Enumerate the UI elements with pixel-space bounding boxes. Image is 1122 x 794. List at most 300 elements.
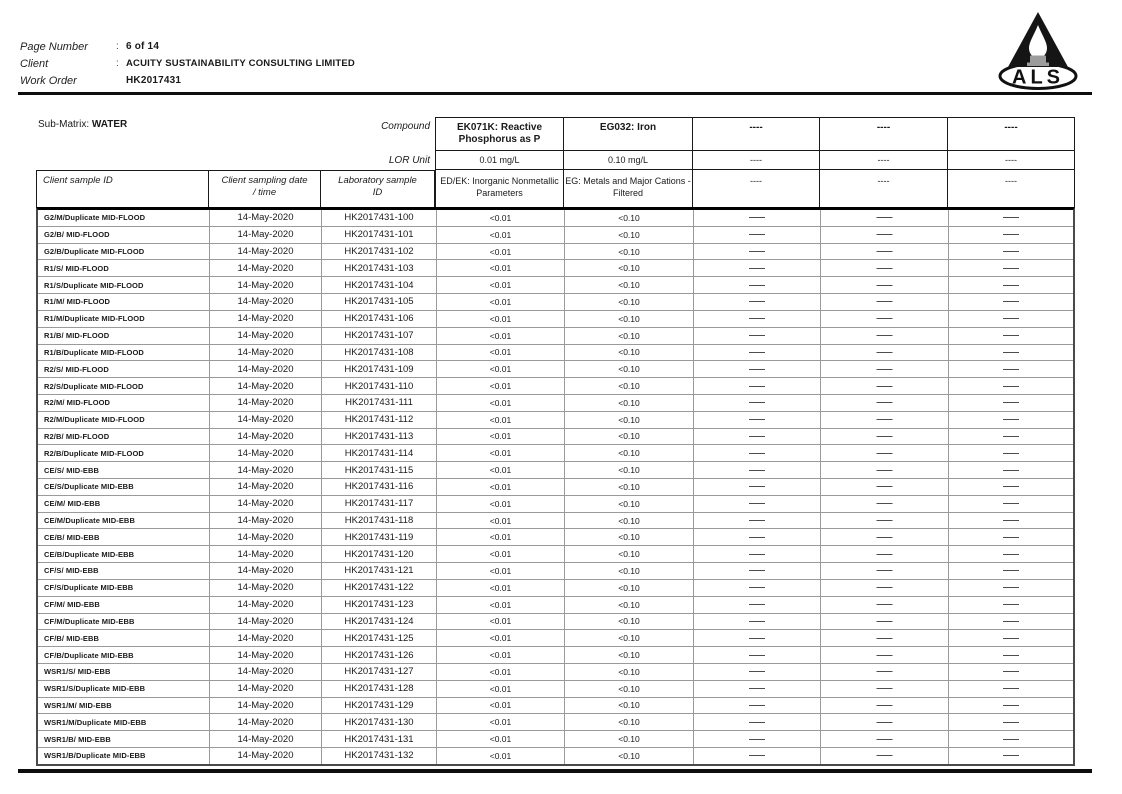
result-cell-empty: ——: [1003, 314, 1019, 324]
sampling-date-cell: 14-May-2020: [210, 513, 322, 529]
table-row: [38, 647, 1073, 664]
result-cell-empty: ——: [821, 630, 949, 646]
table-row: [38, 227, 1073, 244]
result-cell-empty: ——: [694, 395, 821, 411]
result-cell-empty: ——: [694, 445, 821, 461]
compound-header-grid: [435, 117, 1075, 207]
result-cell-phosphorus: <0.01: [437, 244, 565, 260]
sampling-date-cell: 14-May-2020: [210, 260, 322, 276]
header-rule: [18, 92, 1092, 95]
result-cell-empty: ——: [821, 277, 949, 293]
result-cell-iron: <0.10: [565, 260, 694, 276]
lab-sample-id-cell: HK2017431-111: [322, 395, 437, 411]
lab-sample-id-cell: HK2017431-103: [322, 260, 437, 276]
result-cell-iron: <0.10: [565, 244, 694, 260]
client-sample-id-cell: WSR1/S/Duplicate MID-EBB: [38, 681, 210, 697]
sampling-date-cell: 14-May-2020: [210, 227, 322, 243]
table-row: [38, 378, 1073, 395]
client-sample-id-cell: G2/B/Duplicate MID-FLOOD: [38, 244, 210, 260]
sampling-date-cell: 14-May-2020: [210, 412, 322, 428]
result-cell-empty: ——: [821, 244, 949, 260]
result-cell-empty: ——: [1003, 616, 1019, 626]
colon: :: [116, 41, 119, 52]
result-cell-iron: <0.10: [565, 496, 694, 512]
header-line: Laboratory sample: [338, 175, 417, 186]
lab-sample-id-cell: HK2017431-101: [322, 227, 437, 243]
sampling-date-cell: 14-May-2020: [210, 496, 322, 512]
compound-name-empty: ----: [693, 118, 820, 151]
result-cell-empty: ——: [821, 311, 949, 327]
result-cell-empty: ——: [821, 260, 949, 276]
sampling-date-cell: 14-May-2020: [210, 597, 322, 613]
result-cell-phosphorus: <0.01: [437, 748, 565, 764]
table-row: [38, 277, 1073, 294]
result-cell-empty: ——: [1003, 448, 1019, 458]
colon: :: [116, 58, 119, 69]
lab-sample-id-cell: HK2017431-127: [322, 664, 437, 680]
table-row: [38, 681, 1073, 698]
result-cell-empty: ——: [821, 361, 949, 377]
result-cell-phosphorus: <0.01: [437, 597, 565, 613]
result-cell-empty: ——: [694, 311, 821, 327]
result-cell-iron: <0.10: [565, 311, 694, 327]
sampling-date-header: [209, 171, 321, 207]
result-cell-phosphorus: <0.01: [437, 714, 565, 730]
result-cell-empty: ——: [1003, 280, 1019, 290]
result-cell-empty: ——: [1003, 431, 1019, 441]
lab-sample-id-cell: HK2017431-125: [322, 630, 437, 646]
result-cell-empty: ——: [694, 227, 821, 243]
result-cell-empty: ——: [821, 462, 949, 478]
lab-sample-id-cell: HK2017431-108: [322, 345, 437, 361]
sampling-date-cell: 14-May-2020: [210, 345, 322, 361]
lab-sample-id-cell: HK2017431-129: [322, 698, 437, 714]
result-cell-phosphorus: <0.01: [437, 496, 565, 512]
page-number-value: 6 of 14: [126, 41, 160, 52]
client-sample-id-cell: WSR1/B/ MID-EBB: [38, 731, 210, 747]
result-cell-iron: <0.10: [565, 210, 694, 226]
client-sample-id-cell: R1/B/ MID-FLOOD: [38, 328, 210, 344]
result-cell-empty: ——: [1003, 583, 1019, 593]
result-cell-phosphorus: <0.01: [437, 412, 565, 428]
result-cell-phosphorus: <0.01: [437, 647, 565, 663]
result-cell-phosphorus: <0.01: [437, 462, 565, 478]
lab-sample-id-cell: HK2017431-107: [322, 328, 437, 344]
client-sample-id-cell: R1/S/Duplicate MID-FLOOD: [38, 277, 210, 293]
result-cell-empty: ——: [821, 513, 949, 529]
header-line: ID: [372, 187, 383, 198]
result-cell-empty: ——: [694, 647, 821, 663]
result-cell-empty: ——: [821, 731, 949, 747]
sub-matrix-label: Sub-Matrix:: [38, 119, 90, 130]
result-cell-empty: ——: [1003, 247, 1019, 257]
result-cell-empty: ——: [694, 429, 821, 445]
result-cell-iron: <0.10: [565, 513, 694, 529]
client-sample-id-cell: R2/S/Duplicate MID-FLOOD: [38, 378, 210, 394]
client-sample-id-header: [37, 171, 209, 207]
sampling-date-cell: 14-May-2020: [210, 462, 322, 478]
lab-sample-id-cell: HK2017431-120: [322, 546, 437, 562]
header-row-work-order: [20, 72, 355, 89]
result-cell-empty: ——: [821, 479, 949, 495]
lab-sample-id-cell: HK2017431-105: [322, 294, 437, 310]
lab-sample-id-cell: HK2017431-117: [322, 496, 437, 512]
result-cell-phosphorus: <0.01: [437, 563, 565, 579]
result-cell-empty: ——: [821, 227, 949, 243]
result-cell-empty: ——: [1003, 751, 1019, 761]
lab-sample-id-cell: HK2017431-130: [322, 714, 437, 730]
lor-unit-label: LOR Unit: [388, 155, 430, 166]
sub-matrix: [38, 119, 127, 130]
table-row: [38, 445, 1073, 462]
result-cell-empty: ——: [694, 479, 821, 495]
result-cell-empty: ——: [694, 277, 821, 293]
client-sample-id-cell: G2/B/ MID-FLOOD: [38, 227, 210, 243]
result-cell-empty: ——: [1003, 650, 1019, 660]
result-cell-phosphorus: <0.01: [437, 277, 565, 293]
method-group-empty: ----: [1005, 176, 1017, 186]
result-cell-empty: ——: [1003, 230, 1019, 240]
header-line: / time: [252, 187, 277, 198]
client-value: ACUITY SUSTAINABILITY CONSULTING LIMITED: [126, 58, 355, 69]
lor-value-empty: ----: [820, 151, 948, 170]
result-cell-iron: <0.10: [565, 445, 694, 461]
sampling-date-cell: 14-May-2020: [210, 378, 322, 394]
result-cell-empty: ——: [694, 529, 821, 545]
result-cell-phosphorus: <0.01: [437, 345, 565, 361]
compound-label: Compound: [381, 121, 430, 132]
client-sample-id-cell: WSR1/M/ MID-EBB: [38, 698, 210, 714]
lab-sample-id-cell: HK2017431-113: [322, 429, 437, 445]
client-sample-id-cell: R2/M/Duplicate MID-FLOOD: [38, 412, 210, 428]
result-cell-phosphorus: <0.01: [437, 529, 565, 545]
sampling-date-cell: 14-May-2020: [210, 731, 322, 747]
als-logo-icon: [986, 5, 1092, 91]
result-cell-empty: ——: [694, 731, 821, 747]
result-cell-empty: ——: [1003, 717, 1019, 727]
compound-name-phosphorus: EK071K: Reactive Phosphorus as P: [436, 118, 564, 151]
result-cell-empty: ——: [694, 210, 821, 226]
result-cell-phosphorus: <0.01: [437, 361, 565, 377]
result-cell-empty: ——: [1003, 499, 1019, 509]
result-cell-empty: ——: [1003, 398, 1019, 408]
sampling-date-cell: 14-May-2020: [210, 210, 322, 226]
sampling-date-cell: 14-May-2020: [210, 546, 322, 562]
result-cell-empty: ——: [694, 748, 821, 764]
result-cell-phosphorus: <0.01: [437, 429, 565, 445]
result-cell-empty: ——: [694, 597, 821, 613]
table-row: [38, 479, 1073, 496]
table-row: [38, 614, 1073, 631]
lor-value-empty: ----: [948, 151, 1074, 170]
result-cell-phosphorus: <0.01: [437, 479, 565, 495]
work-order-value: HK2017431: [126, 75, 182, 86]
table-row: [38, 698, 1073, 715]
table-row: [38, 345, 1073, 362]
table-row: [38, 311, 1073, 328]
result-cell-empty: ——: [821, 395, 949, 411]
result-cell-iron: <0.10: [565, 731, 694, 747]
result-cell-iron: <0.10: [565, 378, 694, 394]
client-sample-id-cell: CE/S/Duplicate MID-EBB: [38, 479, 210, 495]
result-cell-empty: ——: [1003, 213, 1019, 223]
lab-sample-id-cell: HK2017431-122: [322, 580, 437, 596]
table-row: [38, 580, 1073, 597]
result-cell-empty: ——: [694, 412, 821, 428]
sub-matrix-value: WATER: [91, 119, 128, 130]
result-cell-phosphorus: <0.01: [437, 580, 565, 596]
lab-sample-id-cell: HK2017431-118: [322, 513, 437, 529]
result-cell-empty: ——: [821, 546, 949, 562]
result-cell-iron: <0.10: [565, 630, 694, 646]
lab-sample-id-cell: HK2017431-102: [322, 244, 437, 260]
lab-sample-id-cell: HK2017431-124: [322, 614, 437, 630]
result-cell-phosphorus: <0.01: [437, 395, 565, 411]
method-group-empty: ----: [820, 170, 948, 207]
lab-sample-id-cell: HK2017431-121: [322, 563, 437, 579]
client-label: Client: [20, 57, 49, 70]
result-cell-empty: ——: [694, 614, 821, 630]
client-sample-id-cell: CF/M/Duplicate MID-EBB: [38, 614, 210, 630]
client-sample-id-cell: R1/S/ MID-FLOOD: [38, 260, 210, 276]
left-header-grid: [36, 170, 435, 207]
client-sample-id-cell: CF/S/Duplicate MID-EBB: [38, 580, 210, 596]
sampling-date-cell: 14-May-2020: [210, 698, 322, 714]
table-row: [38, 328, 1073, 345]
result-cell-empty: ——: [1003, 415, 1019, 425]
lab-sample-id-cell: HK2017431-106: [322, 311, 437, 327]
result-cell-empty: ——: [1003, 263, 1019, 273]
result-cell-iron: <0.10: [565, 714, 694, 730]
result-cell-empty: ——: [1003, 684, 1019, 694]
sampling-date-cell: 14-May-2020: [210, 294, 322, 310]
sampling-date-cell: 14-May-2020: [210, 664, 322, 680]
result-cell-empty: ——: [1003, 600, 1019, 610]
sampling-date-cell: 14-May-2020: [210, 445, 322, 461]
sampling-date-cell: 14-May-2020: [210, 311, 322, 327]
lor-value-empty: ----: [693, 151, 820, 170]
lab-sample-id-cell: HK2017431-128: [322, 681, 437, 697]
table-row: [38, 748, 1073, 764]
result-cell-empty: ——: [694, 294, 821, 310]
sampling-date-cell: 14-May-2020: [210, 614, 322, 630]
table-row: [38, 513, 1073, 530]
result-cell-empty: ——: [821, 496, 949, 512]
work-order-label: Work Order: [20, 74, 77, 87]
result-cell-empty: ——: [1003, 549, 1019, 559]
lab-sample-id-cell: HK2017431-110: [322, 378, 437, 394]
client-sample-id-cell: CF/B/ MID-EBB: [38, 630, 210, 646]
table-row: [38, 412, 1073, 429]
result-cell-empty: ——: [821, 748, 949, 764]
table-row: [38, 714, 1073, 731]
compound-name-empty: ----: [820, 118, 948, 151]
result-cell-empty: ——: [1003, 633, 1019, 643]
result-cell-iron: <0.10: [565, 614, 694, 630]
client-sample-id-cell: G2/M/Duplicate MID-FLOOD: [38, 210, 210, 226]
result-cell-empty: ——: [821, 429, 949, 445]
result-cell-empty: ——: [694, 664, 821, 680]
method-group-iron: EG: Metals and Major Cations - Filtered: [564, 170, 693, 207]
result-cell-phosphorus: <0.01: [437, 614, 565, 630]
table-row: [38, 294, 1073, 311]
result-cell-iron: <0.10: [565, 664, 694, 680]
result-cell-empty: ——: [1003, 331, 1019, 341]
result-cell-phosphorus: <0.01: [437, 210, 565, 226]
result-cell-empty: ——: [821, 445, 949, 461]
result-cell-iron: <0.10: [565, 698, 694, 714]
table-row: [38, 496, 1073, 513]
lab-sample-id-cell: HK2017431-109: [322, 361, 437, 377]
result-cell-iron: <0.10: [565, 647, 694, 663]
table-row: [38, 361, 1073, 378]
lab-sample-id-cell: HK2017431-126: [322, 647, 437, 663]
sampling-date-cell: 14-May-2020: [210, 748, 322, 764]
result-cell-phosphorus: <0.01: [437, 311, 565, 327]
result-cell-iron: <0.10: [565, 345, 694, 361]
result-cell-phosphorus: <0.01: [437, 513, 565, 529]
result-cell-iron: <0.10: [565, 462, 694, 478]
result-cell-iron: <0.10: [565, 529, 694, 545]
result-cell-empty: ——: [694, 345, 821, 361]
client-sample-id-cell: R1/B/Duplicate MID-FLOOD: [38, 345, 210, 361]
header-row-page-number: [20, 38, 355, 55]
client-sample-id-cell: WSR1/B/Duplicate MID-EBB: [38, 748, 210, 764]
table-row: [38, 563, 1073, 580]
result-cell-empty: ——: [694, 714, 821, 730]
result-cell-empty: ——: [821, 597, 949, 613]
table-row: [38, 597, 1073, 614]
result-cell-empty: ——: [821, 328, 949, 344]
result-cell-empty: ——: [694, 681, 821, 697]
result-cell-empty: ——: [694, 513, 821, 529]
table-row: [38, 546, 1073, 563]
result-cell-empty: ——: [694, 630, 821, 646]
sampling-date-cell: 14-May-2020: [210, 714, 322, 730]
result-cell-empty: ——: [821, 378, 949, 394]
result-cell-iron: <0.10: [565, 361, 694, 377]
lab-sample-id-cell: HK2017431-112: [322, 412, 437, 428]
sampling-date-cell: 14-May-2020: [210, 580, 322, 596]
client-sample-id-cell: CF/S/ MID-EBB: [38, 563, 210, 579]
lab-sample-id-cell: HK2017431-123: [322, 597, 437, 613]
result-cell-empty: ——: [694, 698, 821, 714]
result-cell-phosphorus: <0.01: [437, 681, 565, 697]
sampling-date-cell: 14-May-2020: [210, 429, 322, 445]
client-sample-id-cell: CE/B/ MID-EBB: [38, 529, 210, 545]
client-sample-id-cell: WSR1/M/Duplicate MID-EBB: [38, 714, 210, 730]
result-cell-empty: ——: [694, 328, 821, 344]
result-cell-empty: ——: [821, 345, 949, 361]
result-cell-empty: ——: [821, 580, 949, 596]
lor-value-iron: 0.10 mg/L: [564, 151, 693, 170]
result-cell-empty: ——: [694, 496, 821, 512]
client-sample-id-cell: CF/B/Duplicate MID-EBB: [38, 647, 210, 663]
result-cell-iron: <0.10: [565, 277, 694, 293]
lab-sample-id-cell: HK2017431-116: [322, 479, 437, 495]
client-sample-id-cell: CE/S/ MID-EBB: [38, 462, 210, 478]
client-sample-id-cell: R1/M/Duplicate MID-FLOOD: [38, 311, 210, 327]
result-cell-phosphorus: <0.01: [437, 630, 565, 646]
result-cell-empty: ——: [1003, 516, 1019, 526]
result-cell-empty: ——: [694, 580, 821, 596]
result-cell-empty: ——: [1003, 734, 1019, 744]
result-cell-empty: ——: [1003, 667, 1019, 677]
result-cell-empty: ——: [821, 294, 949, 310]
result-cell-empty: ——: [694, 260, 821, 276]
client-sample-id-cell: CE/B/Duplicate MID-EBB: [38, 546, 210, 562]
result-cell-iron: <0.10: [565, 412, 694, 428]
result-cell-iron: <0.10: [565, 479, 694, 495]
table-row: [38, 210, 1073, 227]
result-cell-empty: ——: [821, 664, 949, 680]
sampling-date-cell: 14-May-2020: [210, 277, 322, 293]
result-cell-iron: <0.10: [565, 597, 694, 613]
result-cell-iron: <0.10: [565, 563, 694, 579]
result-cell-iron: <0.10: [565, 227, 694, 243]
client-sample-id-cell: CE/M/ MID-EBB: [38, 496, 210, 512]
lab-sample-id-cell: HK2017431-104: [322, 277, 437, 293]
result-cell-phosphorus: <0.01: [437, 445, 565, 461]
table-row: [38, 529, 1073, 546]
result-cell-iron: <0.10: [565, 748, 694, 764]
result-cell-empty: ——: [1003, 482, 1019, 492]
lab-sample-id-header: [321, 171, 434, 207]
table-row: [38, 244, 1073, 261]
logo-text: ALS: [1012, 66, 1064, 89]
lab-sample-id-cell: HK2017431-114: [322, 445, 437, 461]
result-cell-phosphorus: <0.01: [437, 260, 565, 276]
sampling-date-cell: 14-May-2020: [210, 361, 322, 377]
result-cell-empty: ——: [694, 244, 821, 260]
result-cell-empty: ——: [821, 681, 949, 697]
result-cell-empty: ——: [821, 210, 949, 226]
result-cell-iron: <0.10: [565, 328, 694, 344]
result-cell-phosphorus: <0.01: [437, 664, 565, 680]
lab-sample-id-cell: HK2017431-131: [322, 731, 437, 747]
result-cell-empty: ——: [1003, 532, 1019, 542]
table-row: [38, 260, 1073, 277]
result-cell-empty: ——: [821, 614, 949, 630]
page-number-label: Page Number: [20, 40, 88, 53]
table-body: [36, 207, 1075, 766]
lab-sample-id-cell: HK2017431-100: [322, 210, 437, 226]
result-cell-iron: <0.10: [565, 294, 694, 310]
result-cell-iron: <0.10: [565, 580, 694, 596]
client-sample-id-cell: R1/M/ MID-FLOOD: [38, 294, 210, 310]
method-group-empty: ----: [693, 170, 820, 207]
sampling-date-cell: 14-May-2020: [210, 630, 322, 646]
lab-sample-id-cell: HK2017431-132: [322, 748, 437, 764]
result-cell-phosphorus: <0.01: [437, 546, 565, 562]
sampling-date-cell: 14-May-2020: [210, 244, 322, 260]
table-row: [38, 429, 1073, 446]
result-cell-empty: ——: [694, 378, 821, 394]
result-cell-iron: <0.10: [565, 429, 694, 445]
client-sample-id-cell: R2/S/ MID-FLOOD: [38, 361, 210, 377]
client-sample-id-cell: CE/M/Duplicate MID-EBB: [38, 513, 210, 529]
result-cell-empty: ——: [821, 698, 949, 714]
result-cell-phosphorus: <0.01: [437, 731, 565, 747]
result-cell-empty: ——: [694, 462, 821, 478]
result-cell-empty: ——: [1003, 465, 1019, 475]
result-cell-iron: <0.10: [565, 681, 694, 697]
sampling-date-cell: 14-May-2020: [210, 647, 322, 663]
result-cell-empty: ——: [821, 412, 949, 428]
result-cell-empty: ——: [694, 563, 821, 579]
header-line: Client sampling date: [221, 175, 308, 186]
client-sample-id-cell: CF/M/ MID-EBB: [38, 597, 210, 613]
